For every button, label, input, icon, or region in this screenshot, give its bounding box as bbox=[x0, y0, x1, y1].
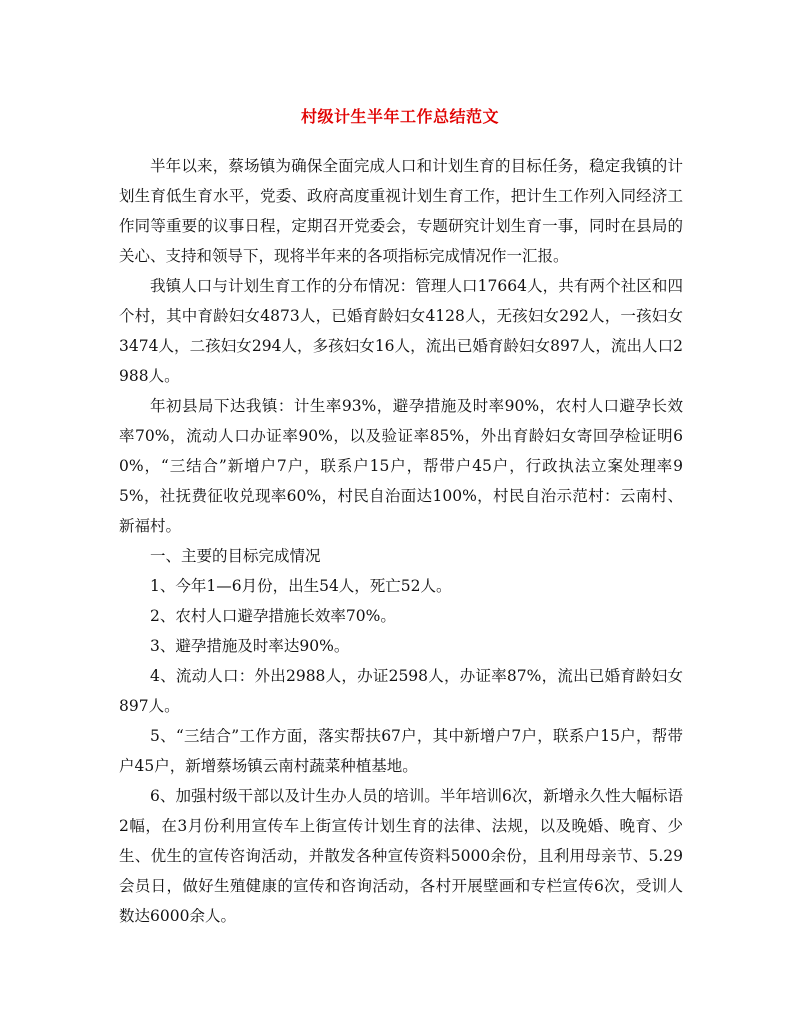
paragraph-population: 我镇人口与计划生育工作的分布情况：管理人口17664人，共有两个社区和四个村，其中育龄妇女4873人，已婚育龄妇女4128人，无孩妇女292人，一孩妇女3474人，二孩妇女294人，多孩妇女16人，流出已婚育龄妇女897人，流出人口2988人。 bbox=[119, 277, 683, 385]
list-item: 3、避孕措施及时率达90%。 bbox=[150, 637, 350, 655]
list-item: 1、今年1—6月份，出生54人，死亡52人。 bbox=[150, 577, 452, 595]
paragraph-targets: 年初县局下达我镇：计生率93%，避孕措施及时率90%，农村人口避孕长效率70%，流动人口办证率90%，以及验证率85%，外出育龄妇女寄回孕检证明60%，“三结合”新增户7户，联系户15户，帮带户45户，行政执法立案处理率95%，社抚费征收兑现率60%，村民自治面达100%，村民自治示范村：云南村、新福村。 bbox=[119, 397, 683, 535]
list-item: 4、流动人口：外出2988人，办证2598人，办证率87%，流出已婚育龄妇女897人。 bbox=[119, 667, 683, 715]
list-item: 5、“三结合”工作方面，落实帮扶67户，其中新增户7户，联系户15户，帮带户45户，新增蔡场镇云南村蔬菜种植基地。 bbox=[119, 727, 683, 775]
list-item: 6、加强村级干部以及计生办人员的培训。半年培训6次，新增永久性大幅标语2幅，在3月份利用宣传车上街宣传计划生育的法律、法规，以及晚婚、晚育、少生、优生的宣传咨询活动，并散发各种宣传资料5000余份，且利用母亲节、5.29会员日，做好生殖健康的宣传和咨询活动，各村开展壁画和专栏宣传6次，受训人数达6000余人。 bbox=[119, 787, 683, 925]
list-item: 2、农村人口避孕措施长效率70%。 bbox=[150, 607, 396, 625]
paragraph-intro: 半年以来，蔡场镇为确保全面完成人口和计划生育的目标任务，稳定我镇的计划生育低生育水平，党委、政府高度重视计划生育工作，把计生工作列入同经济工作同等重要的议事日程，定期召开党委会，专题研究计划生育一事，同时在县局的关心、支持和领导下，现将半年来的各项指标完成情况作一汇报。 bbox=[119, 157, 683, 265]
document-title: 村级计生半年工作总结范文 bbox=[300, 107, 499, 126]
document-body bbox=[119, 151, 683, 931]
section-heading: 一、主要的目标完成情况 bbox=[150, 547, 321, 565]
